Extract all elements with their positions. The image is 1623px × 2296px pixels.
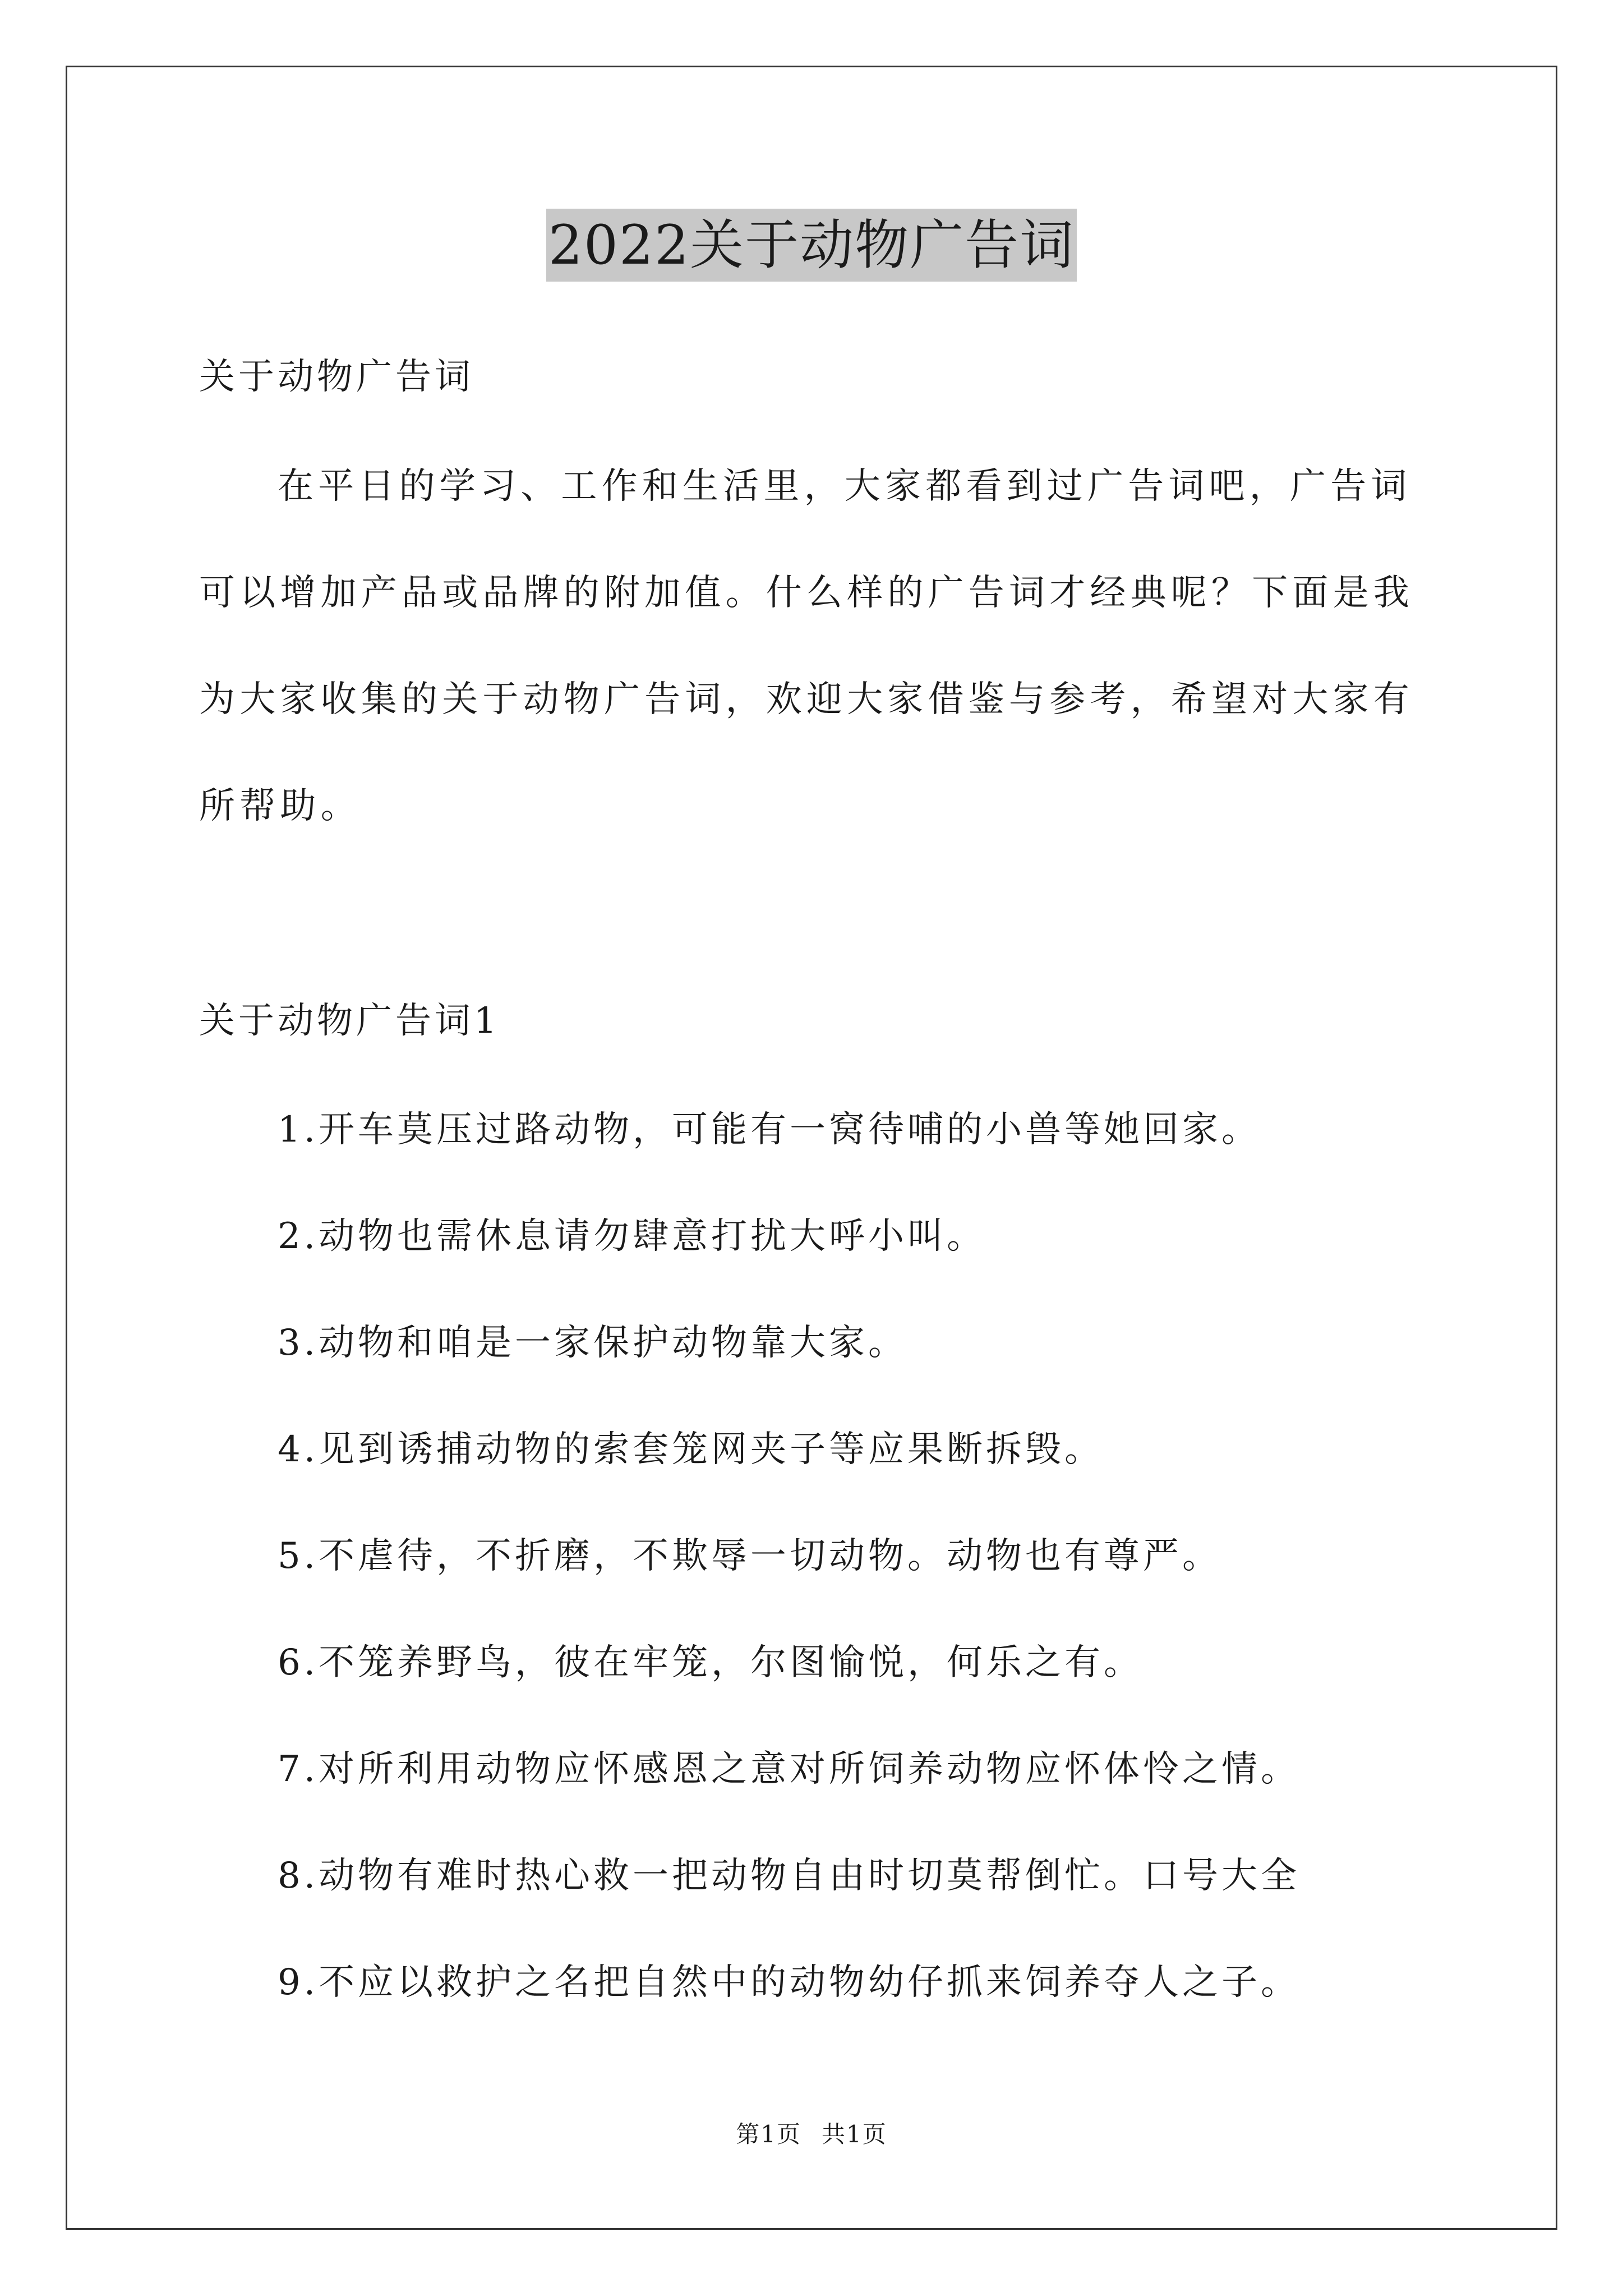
list-item: 8.动物有难时热心救一把动物自由时切莫帮倒忙。口号大全: [278, 1855, 1301, 1897]
subtitle: 关于动物广告词: [199, 356, 474, 398]
section-heading: 关于动物广告词1: [199, 1000, 500, 1042]
list-item: 1.开车莫压过路动物，可能有一窝待哺的小兽等她回家。: [278, 1109, 1261, 1151]
list-item: 2.动物也需休息请勿肆意打扰大呼小叫。: [278, 1216, 986, 1257]
intro-line-4: 所帮助。: [199, 785, 361, 827]
list-item: 7.对所利用动物应怀感恩之意对所饲养动物应怀体怜之情。: [278, 1749, 1301, 1790]
page-footer: [0, 2116, 1623, 2150]
list-item: 9.不应以救护之名把自然中的动物幼仔抓来饲养夺人之子。: [278, 1962, 1301, 2003]
page-number: 第1页: [736, 2120, 801, 2148]
document-title: 2022关于动物广告词: [546, 209, 1077, 282]
intro-line-2: 可以增加产品或品牌的附加值。什么样的广告词才经典呢？下面是我: [199, 572, 1414, 614]
list-item: 6.不笼养野鸟，彼在牢笼，尔图愉悦，何乐之有。: [278, 1642, 1144, 1683]
list-item: 3.动物和咱是一家保护动物靠大家。: [278, 1322, 908, 1364]
intro-line-1: 在平日的学习、工作和生活里，大家都看到过广告词吧，广告词: [278, 466, 1412, 507]
list-item: 5.不虐待，不折磨，不欺辱一切动物。动物也有尊严。: [278, 1535, 1222, 1577]
page-total: 共1页: [822, 2120, 887, 2148]
intro-line-3: 为大家收集的关于动物广告词，欢迎大家借鉴与参考，希望对大家有: [199, 679, 1414, 720]
list-item: 4.见到诱捕动物的索套笼网夹子等应果断拆毁。: [278, 1429, 1104, 1470]
